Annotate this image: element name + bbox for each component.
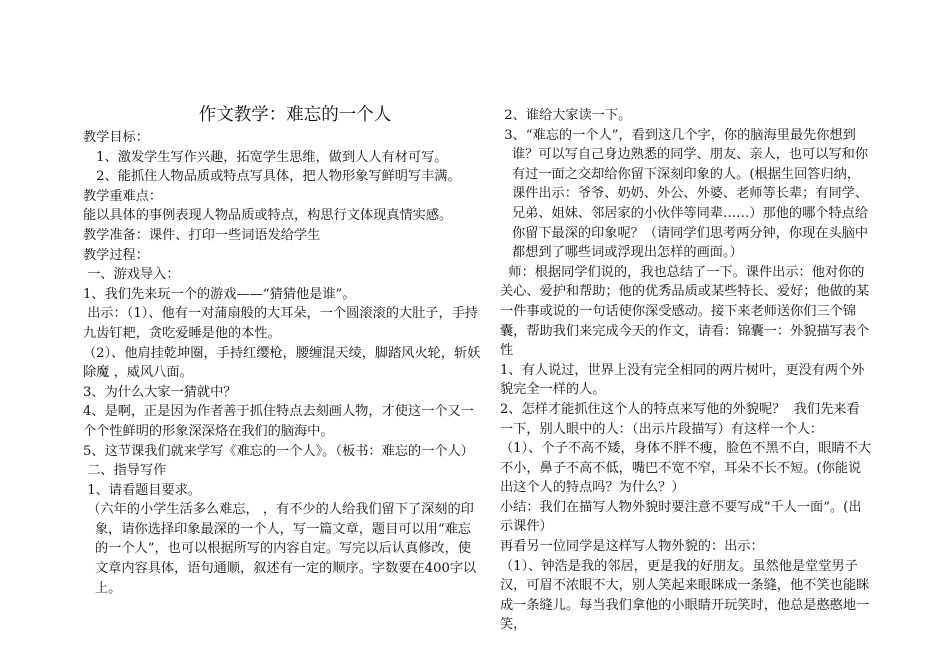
right-line: 2、谁给大家读一下。 [500,108,632,123]
left-line: 教学重难点： [83,188,163,204]
left-line: 教学过程： [83,247,149,263]
right-column [500,106,872,635]
left-line: 2、能抓住人物品质或特点写具体，把人物形象写鲜明写丰满。 [83,169,461,185]
right-line: 小结：我们在描写人物外貌时要注意不要写成“千人一面”。(出示课件） [500,499,862,535]
left-line: 一、游戏导入： [83,267,180,283]
left-line: 4、是啊，正是因为作者善于抓住特点去刻画人物，才使这一个又一个个性鲜明的形象深深烙在我们的脑海中。 [83,404,474,439]
left-line: （2）、他肩挂乾坤圈，手持红缨枪，腰缠混天绫，脚踏风火轮，斩妖除魔 ，威风八面。 [83,345,481,381]
right-line: （1）、钟浩是我的邻居，更是我的好朋友。虽然他是堂堂男子汉，可眉不浓眼不大，别人笑起来眼眯成一条缝，他不笑也能眯成一条缝儿。每当我们拿他的小眼睛开玩笑时，他总是憨憨地一笑， [500,558,870,633]
right-line: （1）、个子不高不矮，身体不胖不瘦，脸色不黑不白，眼睛不大不小，鼻子不高不低，嘴巴不宽不窄，耳朵不长不短。(你能说出这个人的特点吗？为什么？） [500,441,872,496]
left-line: 出示：（1）、他有一对蒲扇般的大耳朵，一个圆滚滚的大肚子，手持九齿钉耙，贪吃爱睡是他的本性。 [83,306,479,341]
right-line: 2、怎样才能抓住这个人的特点来写他的外貌呢？ 我们先来看一下，别人眼中的人：（出示片段描写）有这样一个人： [500,401,860,437]
left-line: 1、激发学生写作兴趣，拓宽学生思维，做到人人有材可写。 [83,149,448,165]
left-line: 二、指导写作 [83,463,167,479]
left-line: 5、这节课我们就来学写《难忘的一个人》。（板书：难忘的一个人） [83,443,474,459]
right-line: 1、有人说过，世界上没有完全相同的两片树叶，更没有两个外貌完全一样的人。 [500,362,865,398]
right-line: 师：根据同学们说的，我也总结了一下。课件出示：他对你的关心、爱护和帮助；他的优秀品质或某些特长、爱好；他做的某一件事或说的一句话使你深受感动。接下来老师送你们三个锦囊，帮助我们来完成今天的作文，请看：锦囊一：外貌描写表个性 [500,264,870,359]
left-line: 能以具体的事例表现人物品质或特点，构思行文体现真情实感。 [83,208,453,224]
document-title: 作文教学：难忘的一个人 [198,105,392,125]
right-line: 3、“难忘的一个人”，看到这几个字，你的脑海里最先你想到谁？可以写自己身边熟悉的同学、朋友、亲人，也可以写和你有过一面之交却给你留下深刻印象的人。(根据生回答归纳，课件出示：爷爷、奶奶、外公、外婆、老师等长辈；有同学、兄弟、姐妹、邻居家的小伙伴等同辈……）那他的哪个特点给你留下最深的印象呢？（请同学们思考两分钟，你现在头脑中都想到了哪些词或浮现出怎样的画面。） [500,127,869,261]
left-line: 1、请看题目要求。 [83,482,202,498]
left-line: 教学目标： [83,130,149,145]
left-line: 1、我们先来玩一个的游戏——“猜猜他是谁”。 [83,286,356,302]
left-line: 教学准备：课件、打印一些词语发给学生 [83,227,321,243]
right-line: 再看另一位同学是这样写人物外貌的：出示： [500,539,764,555]
left-column [83,103,481,598]
left-line: 3、为什么大家一猜就中？ [83,384,237,400]
left-line: （六年的小学生活多么难忘， ，有不少的人给我们留下了深刻的印象，请你选择印象最深的一个人，写一篇文章，题目可以用“难忘的一个人”，也可以根据所写的内容自定。写完以后认真修改，使文章内容具体，语句通顺，叙述有一定的顺序。字数要在400字以上。 [83,502,477,596]
